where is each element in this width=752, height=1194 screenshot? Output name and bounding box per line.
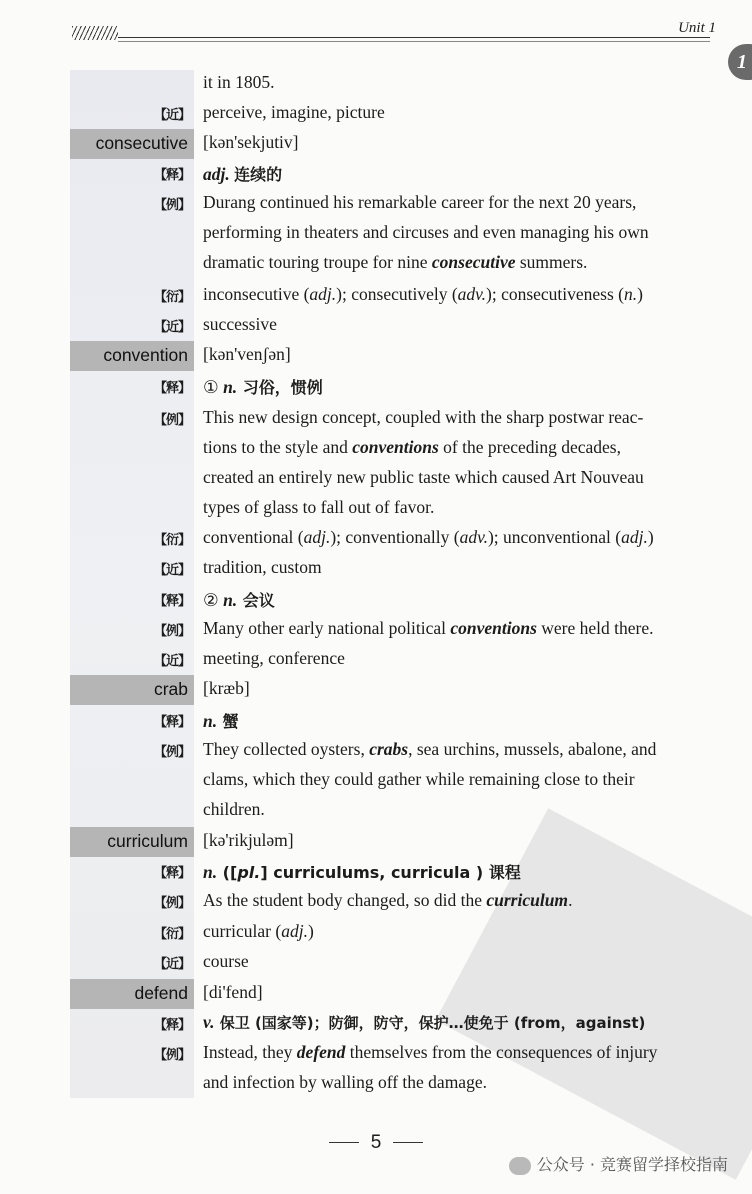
entry-line: 【例】 They collected oysters, crabs, sea urchins, mussels, abalone, and [154, 739, 657, 760]
definition-tag: 【释】 [154, 168, 191, 183]
headword-row [0, 341, 752, 371]
entry-line: 【衍】 curricular (adj.) [154, 921, 314, 942]
near-tag: 【近】 [154, 957, 191, 972]
headword-box [70, 675, 194, 705]
entry-line [0, 766, 752, 796]
phonetic: [kə'rikjuləm] [203, 830, 294, 850]
entry-line: 【衍】 inconsecutive (adj.); consecutively (adv.); consecutiveness (n.) [154, 284, 643, 305]
keyword-emphasis: conventions [352, 437, 439, 457]
headword-box [70, 827, 194, 857]
definition-tag: 【释】 [154, 594, 191, 609]
phonetic: [kræb] [203, 678, 250, 698]
example-text: it in 1805. [203, 72, 275, 92]
example-text: Durang continued his remarkable career for the next 20 years, [203, 192, 637, 212]
synonym-text: course [203, 951, 249, 971]
definition-tag: 【释】 [154, 1018, 191, 1033]
example-tag: 【例】 [154, 745, 191, 760]
synonym-text: meeting, conference [203, 648, 345, 668]
entry-line [0, 219, 752, 249]
entry-line: 【释】 ① n. 习俗，惯例 [154, 377, 323, 397]
entry-line [0, 189, 752, 219]
headword: defend [134, 983, 188, 1003]
example-text: created an entirely new public taste which caused Art Nouveau [203, 467, 644, 487]
entry-line: 【例】 As the student body changed, so did the curriculum. [154, 890, 573, 911]
headword-box [70, 979, 194, 1009]
phonetic: [kən'sekjutiv] [203, 132, 299, 152]
example-text: dramatic touring troupe for nine [203, 252, 432, 272]
definition-text: 会议 [237, 591, 275, 610]
headword: curriculum [107, 831, 188, 851]
definition-tag: 【释】 [154, 381, 191, 396]
headword: consecutive [95, 133, 188, 153]
phonetic: [di'fend] [203, 982, 263, 1002]
definition-tag: 【释】 [154, 866, 191, 881]
example-tag: 【例】 [154, 413, 191, 428]
example-tag: 【例】 [154, 896, 191, 911]
example-text: This new design concept, coupled with the sharp postwar reac- [203, 407, 644, 427]
entry-line: tions to the style and conventions of the preceding decades, [203, 437, 621, 457]
example-tag: 【例】 [154, 624, 191, 639]
phonetic: [kən'venʃən] [203, 344, 291, 364]
near-tag: 【近】 [154, 320, 191, 335]
chapter-tab: 1 [728, 44, 752, 80]
header-rule [118, 37, 710, 38]
definition-text: 保卫 (国家等)；防御，防守，保护…使免于 (from，against) [214, 1014, 646, 1032]
synonym-text: successive [203, 314, 277, 334]
synonym-text: tradition, custom [203, 557, 322, 577]
derivative-tag: 【衍】 [154, 533, 191, 548]
entry-line: 【释】 v. 保卫 (国家等)；防御，防守，保护…使免于 (from，against) [154, 1012, 646, 1033]
entry-line: 【衍】 conventional (adj.); conventionally (adv.); unconventional (adj.) [154, 527, 654, 548]
unit-label: Unit 1 [678, 20, 716, 36]
example-text: and infection by walling off the damage. [203, 1072, 487, 1092]
derivative-tag: 【衍】 [154, 927, 191, 942]
derivative-tag: 【衍】 [154, 290, 191, 305]
headword-row [0, 129, 752, 159]
near-tag: 【近】 [154, 563, 191, 578]
example-tag: 【例】 [154, 1048, 191, 1063]
keyword-emphasis: curriculum [486, 890, 569, 910]
entry-line [0, 249, 752, 279]
definition-text: 习俗，惯例 [237, 378, 323, 397]
near-tag: 【近】 [154, 654, 191, 669]
definition-text: ] curriculums, curricula ) 课程 [260, 863, 521, 882]
entry-line [0, 404, 752, 434]
example-text: types of glass to fall out of favor. [203, 497, 435, 517]
wechat-icon [509, 1157, 531, 1175]
headword-box [70, 129, 194, 159]
example-tag: 【例】 [154, 198, 191, 213]
page-number: 5 [0, 1132, 752, 1154]
entry-line [0, 69, 752, 99]
example-text: performing in theaters and circuses and even managing his own [203, 222, 649, 242]
header-hatch-decoration [72, 26, 118, 40]
keyword-emphasis: consecutive [431, 252, 516, 272]
part-of-speech: adj. [203, 164, 230, 184]
entry-line [0, 311, 752, 341]
entry-line: 【释】 n. ([pl.] curriculums, curricula ) 课程 [154, 862, 521, 882]
entry-line [0, 1069, 752, 1099]
entry-line [0, 99, 752, 129]
entry-line [0, 554, 752, 584]
entry-line: 【释】 n. 蟹 [154, 711, 239, 731]
entry-line: 【例】 Instead, they defend themselves from the consequences of injury [154, 1042, 658, 1063]
keyword-emphasis: crabs [369, 739, 409, 759]
definition-tag: 【释】 [154, 715, 191, 730]
example-text: children. [203, 799, 265, 819]
keyword-emphasis: defend [296, 1042, 346, 1062]
entry-line: 【释】 ② n. 会议 [154, 590, 275, 610]
headword-row [0, 979, 752, 1009]
entry-line [0, 159, 752, 189]
example-text: summers. [515, 252, 588, 272]
example-text: clams, which they could gather while remaining close to their [203, 769, 635, 789]
headword: convention [103, 345, 188, 365]
headword-row [0, 827, 752, 857]
entry-line [0, 645, 752, 675]
entry-line [0, 948, 752, 978]
near-tag: 【近】 [154, 108, 191, 123]
entry-line [0, 796, 752, 826]
entry-line [0, 494, 752, 524]
synonym-text: perceive, imagine, picture [203, 102, 385, 122]
keyword-emphasis: conventions [450, 618, 537, 638]
definition-text: 蟹 [217, 712, 239, 731]
definition-text: 连续的 [234, 165, 283, 184]
headword-row [0, 675, 752, 705]
entry-line [0, 464, 752, 494]
wechat-watermark: 公众号 · 竞赛留学择校指南 [509, 1152, 728, 1175]
header-rule-secondary [118, 41, 710, 42]
entry-line: 【例】 Many other early national political conventions were held there. [154, 618, 654, 639]
headword-box [70, 341, 194, 371]
headword: crab [153, 679, 188, 699]
